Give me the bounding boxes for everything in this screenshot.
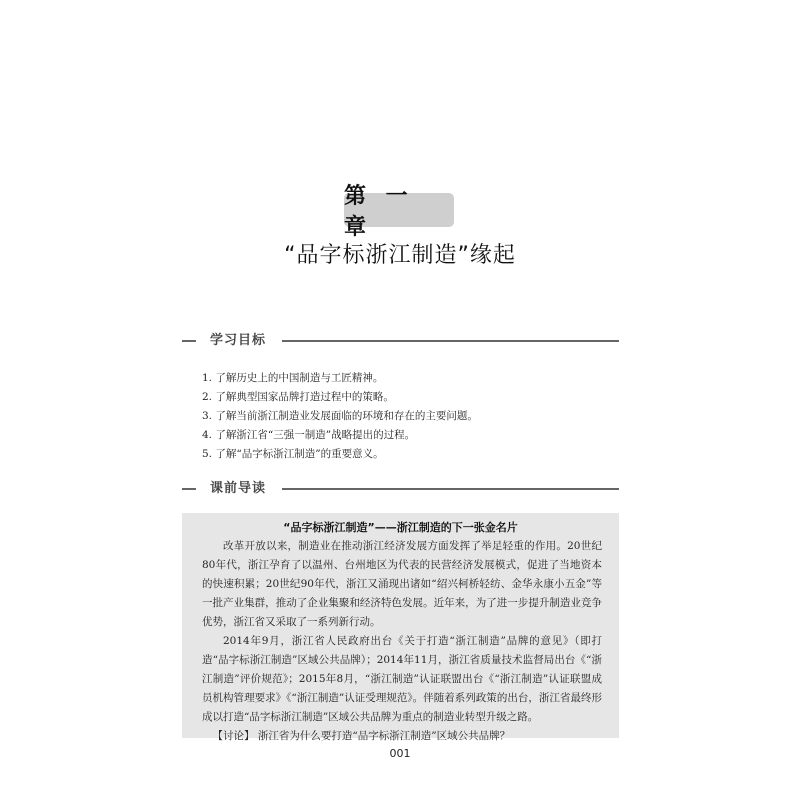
header-dash <box>182 340 196 342</box>
paragraph: 改革开放以来，制造业在推动浙江经济发展方面发挥了举足轻重的作用。20世纪80年代，浙江孕育了以温州、台州地区为代表的民营经济发展模式，促进了当地资本的快速积累；20世纪90年代，浙江又涌现出诸如“绍兴柯桥轻纺、金华永康小五金”等一批产业集群，推动了企业集聚和经济特色发展。近年来，为了进一步提升制造业竞争优势，浙江省又采取了一系列新行动。 <box>202 540 602 628</box>
list-item: 1. 了解历史上的中国制造与工匠精神。 <box>202 372 384 384</box>
chapter-label: 第 一 章 <box>344 193 454 227</box>
discussion-prompt: 【讨论】 浙江省为什么要打造“品字标浙江制造”区域公共品牌？ <box>212 730 511 742</box>
pre-reading-heading: 课前导读 <box>210 481 267 496</box>
list-item: 2. 了解典型国家品牌打造过程中的策略。 <box>202 391 394 403</box>
list-item: 3. 了解当前浙江制造业发展面临的环境和存在的主要问题。 <box>202 410 478 422</box>
list-item: 4. 了解浙江省“三强一制造”战略提出的过程。 <box>202 429 416 441</box>
page-number: 001 <box>389 747 411 760</box>
pre-reading-title: “品字标浙江制造”——浙江制造的下一张金名片 <box>283 521 518 534</box>
pre-reading-header <box>182 479 619 499</box>
learning-goals-header <box>182 331 619 351</box>
header-rule <box>282 488 619 490</box>
pre-reading-body <box>202 537 602 746</box>
learning-goals-list <box>202 369 478 464</box>
chapter-title: “品字标浙江制造”缘起 <box>284 243 516 268</box>
header-dash <box>182 488 196 490</box>
list-item: 5. 了解“品字标浙江制造”的重要意义。 <box>202 448 384 460</box>
learning-goals-heading: 学习目标 <box>210 333 267 348</box>
header-rule <box>282 340 619 342</box>
paragraph: 2014年9月，浙江省人民政府出台《关于打造“浙江制造”品牌的意见》（即打造“品字标浙江制造”区域公共品牌）；2014年11月，浙江省质量技术监督局出台《“浙江制造”评价规范》；2015年8月，“浙江制造”认证联盟出台《“浙江制造”认证联盟成员机构管理要求》《“浙江制造”认证受理规范》。伴随着系列政策的出台，浙江省最终形成以打造“品字标浙江制造”区域公共品牌为重点的制造业转型升级之路。 <box>202 635 602 723</box>
pre-reading-box <box>182 513 619 742</box>
